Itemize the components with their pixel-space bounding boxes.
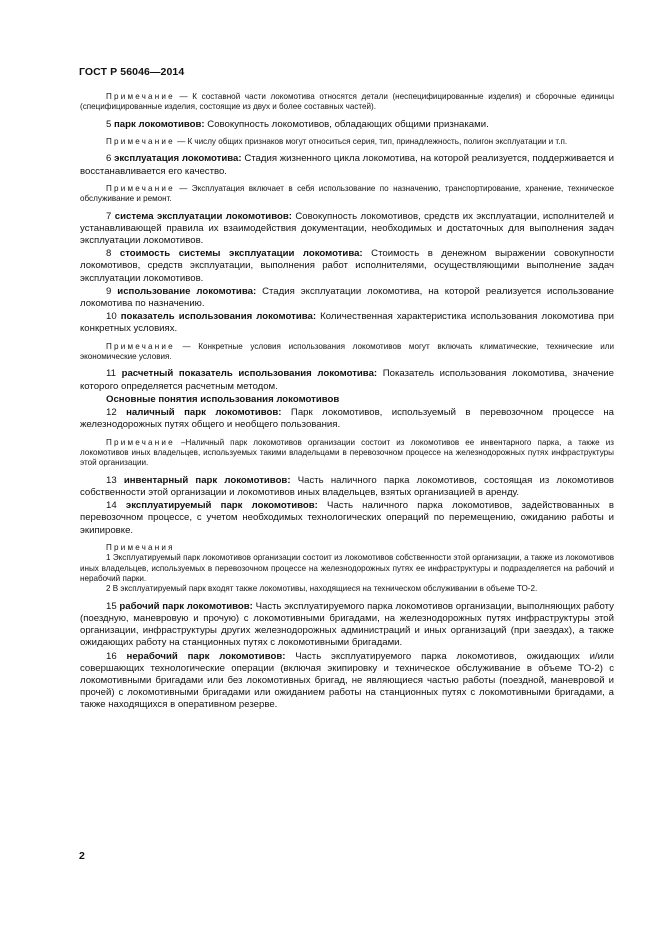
- note-item-1: 1 Эксплуатируемый парк локомотивов организации состоит из локомотивов собственности этой организации, а также из локомотивов иных владельцев, используемых в перевозочном процессе на железнодорожных путях ее инфраструктуры и подразделяется на рабочий и нерабочий парки.: [80, 553, 614, 583]
- definition-10: [80, 311, 614, 335]
- definition-11: [80, 368, 614, 392]
- note-conditions: [80, 342, 614, 363]
- term: стоимость системы эксплуатации локомотива:: [119, 248, 363, 260]
- note-operation: [80, 184, 614, 205]
- definition-text: Совокупность локомотивов, обладающих общими признаками.: [207, 118, 489, 130]
- page-number: 2: [79, 850, 85, 862]
- note-available-fleet: [80, 438, 614, 469]
- note-text: — Конкретные условия использования локомотивов могут включать климатические, технические или экономические условия.: [80, 341, 614, 362]
- standard-header: ГОСТ Р 56046—2014: [79, 66, 185, 78]
- term-number: 12: [106, 407, 117, 419]
- note-label: Примечание: [106, 92, 175, 101]
- term-number: 9: [106, 285, 112, 297]
- definition-8: [80, 248, 614, 285]
- definition-text: Показатель использования локомотива, значение которого определяется расчетным методом.: [80, 368, 614, 392]
- definition-text: Часть эксплуатируемого парка локомотивов, ожидающих и/или совершающих технологические операции (включая экипировку и техническое обслуживание в объеме ТО-2) с локомотивными бригадами или без локомотивных бригад, не являющиеся частью работы (поездной, маневровой и прочей) с локомотивными бригадами или ожиданием работы на станционных путях с локомотивными бригадами, а также находящихся в оперативном резерве.: [80, 650, 614, 711]
- note-label: Примечание: [106, 437, 175, 447]
- definition-15: [80, 601, 614, 650]
- note-item-2: 2 В эксплуатируемый парк входят также локомотивы, находящиеся на техническом обслуживании в объеме ТО-2.: [106, 584, 538, 594]
- definition-text: Стадия эксплуатации локомотива, на которой реализуется использование локомотива по назначению.: [80, 285, 615, 310]
- definition-14: [80, 500, 614, 537]
- note-label: Примечание: [106, 137, 175, 147]
- term: расчетный показатель использования локомотива:: [121, 368, 378, 380]
- term: нерабочий парк локомотивов:: [126, 650, 286, 662]
- term: эксплуатация локомотива:: [114, 153, 242, 165]
- definition-text: Часть наличного парка локомотивов, состоящая из локомотивов собственности этой организации и локомотивов иных владельцев, взятых организацией в аренду.: [80, 474, 614, 498]
- definition-text: Стоимость в денежном выражении совокупности локомотивов, средств эксплуатации, выполнения работ исполнителями, осуществляющими выполнение задач эксплуатации локомотивов.: [80, 248, 615, 284]
- definition-13: [80, 475, 614, 499]
- term-number: 10: [106, 311, 117, 323]
- term: инвентарный парк локомотивов:: [123, 474, 291, 486]
- term-number: 5: [106, 118, 112, 130]
- notes-heading: Примечания: [106, 542, 175, 552]
- term-number: 15: [106, 600, 117, 612]
- definition-text: Парк локомотивов, используемый в перевозочном процессе на железнодорожных путях общего и необщего пользования.: [80, 407, 615, 431]
- definition-5: [80, 119, 614, 131]
- note-label: Примечание: [106, 341, 175, 351]
- note-text: — Эксплуатация включает в себя использование по назначению, транспортирование, хранение, техническое обслуживание и ремонт.: [80, 183, 614, 204]
- document-body: [80, 92, 614, 718]
- term: система эксплуатации локомотивов:: [114, 210, 292, 222]
- note-label: Примечание: [106, 183, 175, 193]
- term: использование локомотива:: [117, 285, 257, 297]
- definition-text: Часть эксплуатируемого парка локомотивов организации, выполняющих работу (поездную, маневровую и прочую) с локомотивными бригадами, на железнодорожных путях инфраструктуры этой организации, инфраструктуры других железнодорожных администраций и иных организаций (при заездах), а также ожидающих работу на станционных путях с локомотивными бригадами.: [80, 600, 614, 649]
- note-fleet-features: [80, 137, 614, 147]
- term: эксплуатируемый парк локомотивов:: [125, 500, 318, 512]
- term: показатель использования локомотива:: [120, 311, 317, 323]
- definition-7: [80, 211, 614, 248]
- definition-text: Стадия жизненного цикла локомотива, на которой реализуется, поддерживается и восстанавливается его качество.: [80, 153, 614, 177]
- term-number: 6: [106, 153, 112, 165]
- term-number: 16: [106, 650, 117, 662]
- definition-6: [80, 153, 614, 177]
- term-number: 7: [106, 210, 112, 222]
- definition-text: Часть наличного парка локомотивов, задействованных в перевозочном процессе, с учетом необходимых технологических операций по перемещению, ожиданию работы и экипировке.: [80, 500, 614, 536]
- note-text: — К составной части локомотива относятся детали (неспецифицированные изделия) и сборочные единицы (специфицированные изделия, состоящие из двух и более составных частей).: [80, 92, 615, 112]
- note-text: — К числу общих признаков могут относиться серия, тип, принадлежность, полигон эксплуатации и т.п.: [177, 137, 568, 147]
- definition-9: [80, 286, 614, 310]
- term-number: 11: [106, 368, 116, 380]
- note-composite-part: [80, 92, 614, 113]
- term-number: 8: [106, 248, 112, 260]
- note-text: –Наличный парк локомотивов организации состоит из локомотивов ее инвентарного парка, а также из локомотивов иных владельцев, используемых такими владельцами в перевозочном процессе на железнодорожных путях инфраструктуры этой организации.: [80, 437, 614, 468]
- definition-text: Количественная характеристика использования локомотива при конкретных условиях.: [80, 311, 614, 335]
- term-number: 14: [106, 500, 117, 512]
- definition-12: [80, 407, 614, 431]
- section-heading: Основные понятия использования локомотивов: [106, 393, 340, 405]
- term: наличный парк локомотивов:: [126, 407, 282, 419]
- definition-16: [80, 651, 614, 712]
- term: рабочий парк локомотивов:: [119, 600, 253, 612]
- definition-text: Совокупность локомотивов, средств их эксплуатации, исполнителей и устанавливающей правила их взаимодействия документации, необходимых и достаточных для выполнения задач эксплуатации локомотивов.: [80, 210, 614, 247]
- term-number: 13: [106, 474, 117, 486]
- term: парк локомотивов:: [114, 118, 205, 130]
